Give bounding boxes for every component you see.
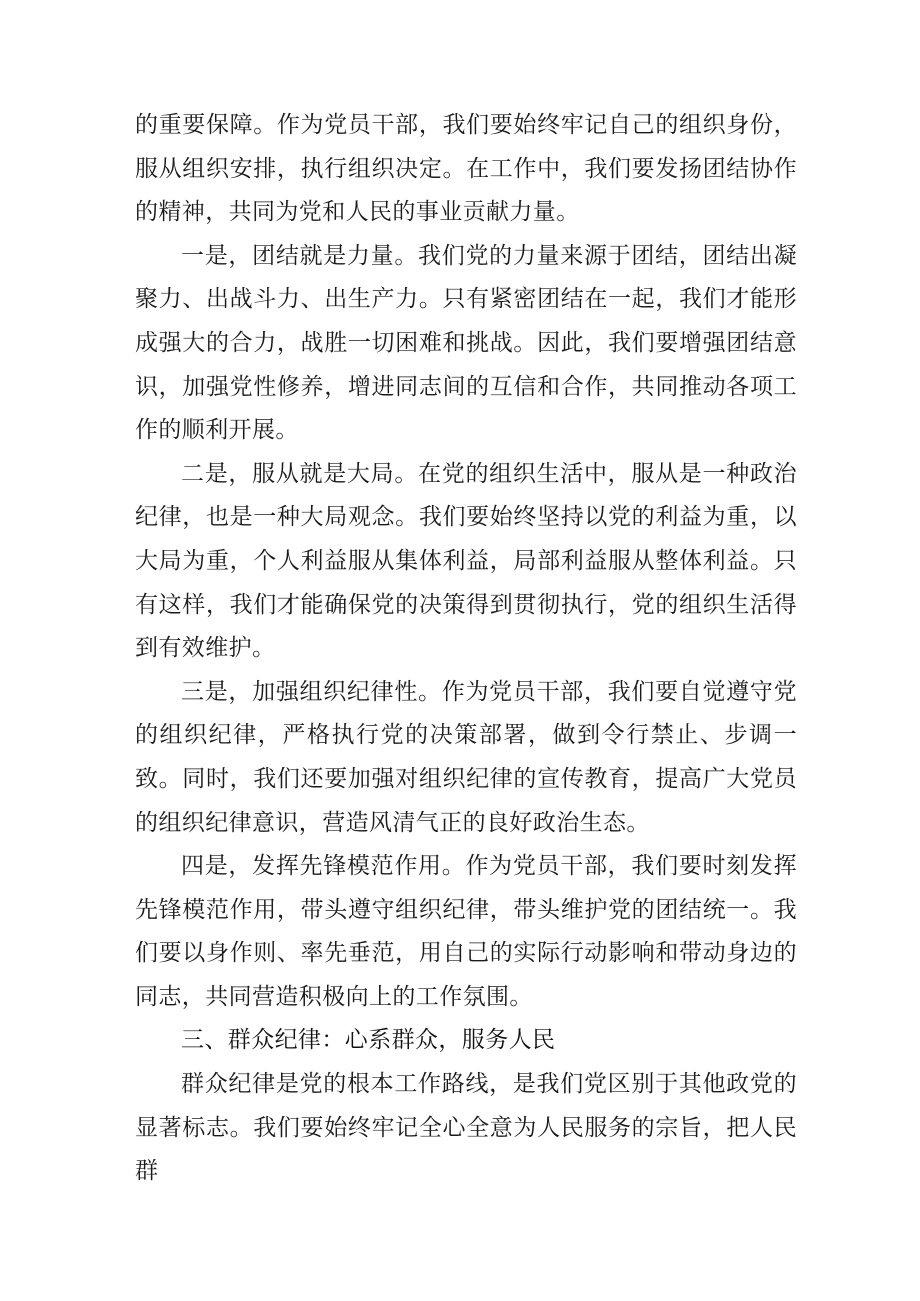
paragraph-discipline: 三是，加强组织纪律性。作为党员干部，我们要自觉遵守党的组织纪律，严格执行党的决策部署，做到令行禁止、步调一致。同时，我们还要加强对组织纪律的宣传教育，提高广大党员的组织纪律意识，营造风清气正的良好政治生态。 (135, 678, 797, 836)
paragraph-unity: 一是，团结就是力量。我们党的力量来源于团结，团结出凝聚力、出战斗力、出生产力。只有紧密团结在一起，我们才能形成强大的合力，战胜一切困难和挑战。因此，我们要增强团结意识，加强党性修养，增进同志间的互信和合作，共同推动各项工作的顺利开展。 (135, 242, 797, 444)
paragraph-continuation: 的重要保障。作为党员干部，我们要始终牢记自己的组织身份，服从组织安排，执行组织决定。在工作中，我们要发扬团结协作的精神，共同为党和人民的事业贡献力量。 (135, 112, 797, 226)
paragraph-mass-discipline: 群众纪律是党的根本工作路线，是我们党区别于其他政党的显著标志。我们要始终牢记全心全意为人民服务的宗旨，把人民群 (135, 1071, 797, 1185)
section-heading: 三、群众纪律：心系群众，服务人民 (181, 1027, 556, 1054)
paragraph-obedience: 二是，服从就是大局。在党的组织生活中，服从是一种政治纪律，也是一种大局观念。我们要始终坚持以党的利益为重，以大局为重，个人利益服从集体利益，局部利益服从整体利益。只有这样，我们才能确保党的决策得到贯彻执行，党的组织生活得到有效维护。 (135, 460, 797, 662)
document-body (135, 104, 797, 1194)
paragraph-vanguard: 四是，发挥先锋模范作用。作为党员干部，我们要时刻发挥先锋模范作用，带头遵守组织纪律，带头维护党的团结统一。我们要以身作则、率先垂范，用自己的实际行动影响和带动身边的同志，共同营造积极向上的工作氛围。 (135, 853, 797, 1010)
